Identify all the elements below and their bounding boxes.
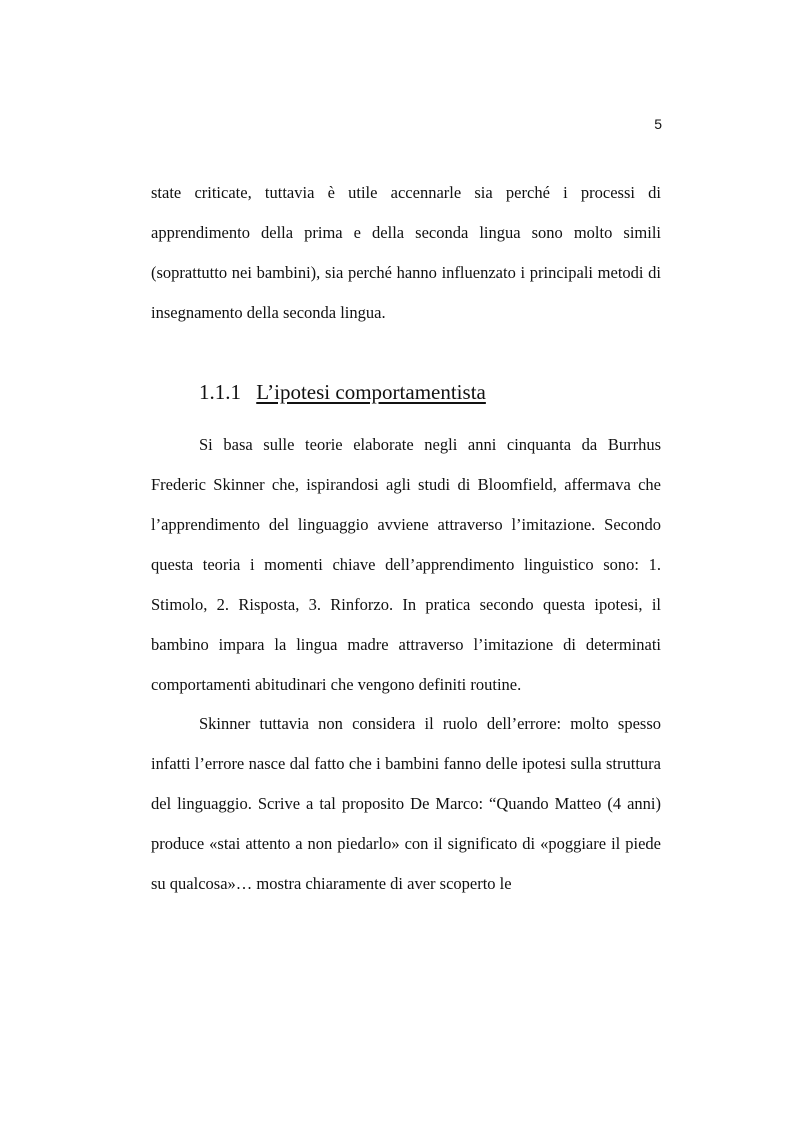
paragraph-intro-continuation: state criticate, tuttavia è utile accennarle sia perché i processi di apprendimento della prima e della seconda lingua sono molto simili (soprattutto nei bambini), sia perché hanno influenzato i principali metodi di insegnamento della seconda lingua.	[151, 183, 661, 322]
section-heading	[199, 380, 486, 405]
paragraph-error-role: Skinner tuttavia non considera il ruolo dell’errore: molto spesso infatti l’errore nasce dal fatto che i bambini fanno delle ipotesi sulla struttura del linguaggio. Scrive a tal proposito De Marco: “Quando Matteo (4 anni) produce «stai attento a non piedarlo» con il significato di «poggiare il piede su qualcosa»… mostra chiaramente di aver scoperto le	[151, 714, 661, 893]
paragraph-skinner-theory: Si basa sulle teorie elaborate negli anni cinquanta da Burrhus Frederic Skinner che, ispirandosi agli studi di Bloomfield, affermava che l’apprendimento del linguaggio avviene attraverso l’imitazione. Secondo questa teoria i momenti chiave dell’apprendimento linguistico sono: 1. Stimolo, 2. Risposta, 3. Rinforzo. In pratica secondo questa ipotesi, il bambino impara la lingua madre attraverso l’imitazione di determinati comportamenti abitudinari che vengono definiti routine.	[151, 435, 661, 694]
page-number: 5	[654, 116, 662, 132]
section-number: 1.1.1	[199, 380, 241, 404]
section-title: L’ipotesi comportamentista	[256, 380, 486, 404]
